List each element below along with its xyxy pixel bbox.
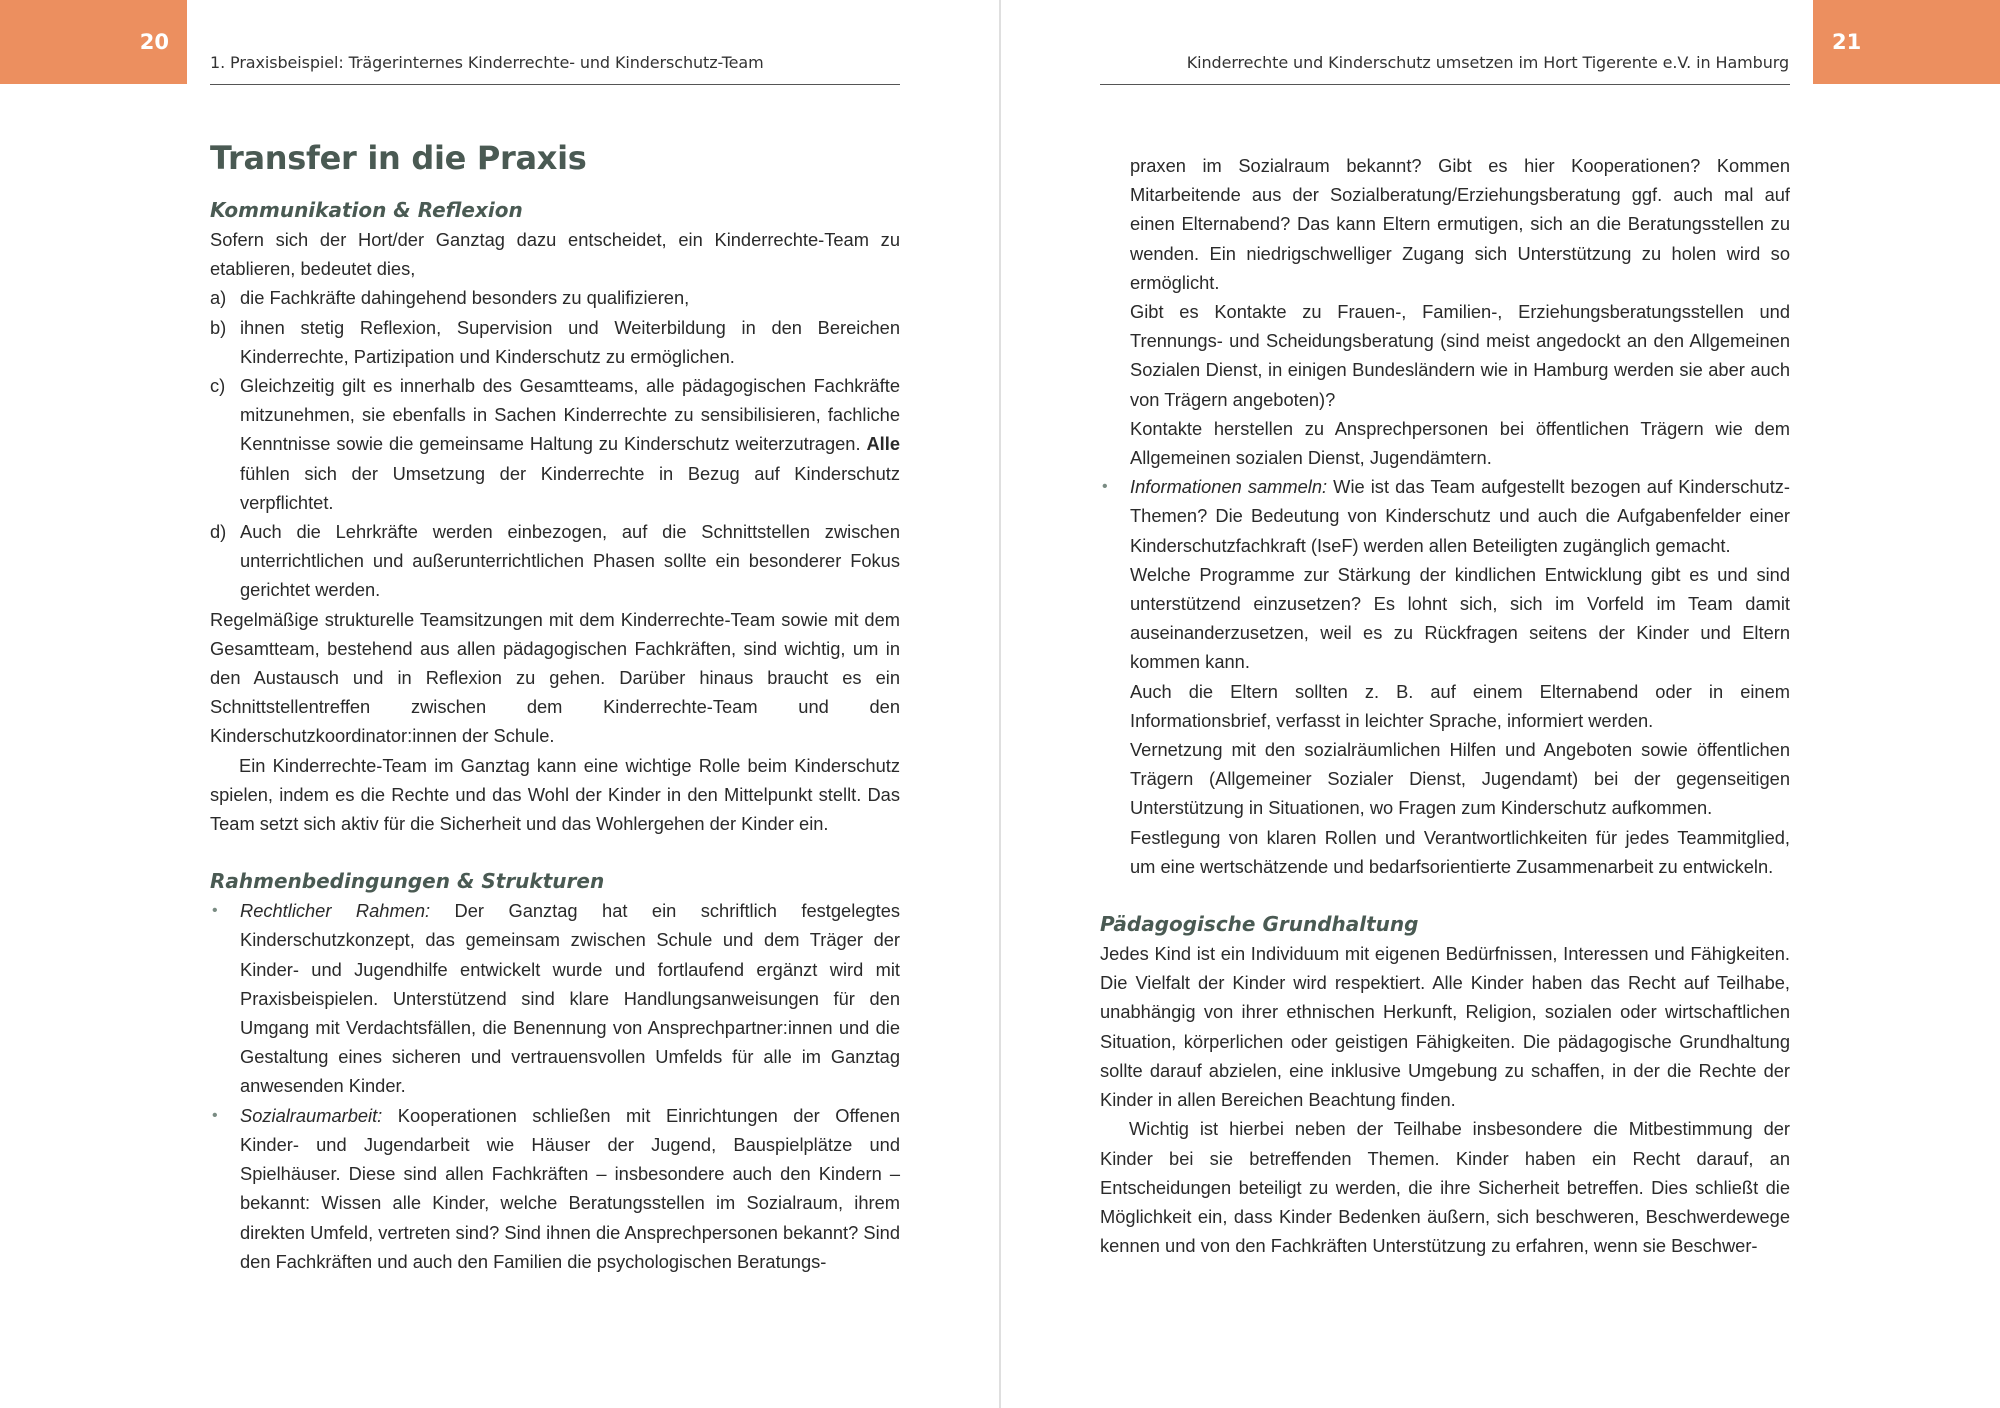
list-marker: a) bbox=[210, 287, 227, 309]
paragraph: Auch die Eltern sollten z. B. auf einem Elternabend oder in einem Informationsbrief, verfasst in leichter Sprache, informiert werden. bbox=[1130, 680, 1790, 731]
page-number: 21 bbox=[1832, 30, 1862, 54]
running-head: Kinderrechte und Kinderschutz umsetzen im Hort Tigerente e.V. in Hamburg bbox=[1186, 53, 1789, 72]
bullet-icon: • bbox=[212, 902, 218, 920]
bullet-label: Sozialraumarbeit: bbox=[240, 1104, 383, 1126]
list-item-text-part: Gleichzeitig gilt es innerhalb des Gesamtteams, alle pädagogischen Fachkräfte mitzunehmen, sie ebenfalls in Sachen Kinderrechte zu sensibilisieren, fachliche Kenntnisse sowie die gemeinsame Haltung zu Kinderschutz weiterzutragen. bbox=[240, 375, 900, 455]
list-item-text-part: fühlen sich der Umsetzung der Kinderrechte in Bezug auf Kinderschutz verpflichtet. bbox=[240, 462, 900, 513]
page-number: 20 bbox=[139, 30, 169, 54]
list-item bbox=[210, 517, 900, 605]
paragraph: Kontakte herstellen zu Ansprechpersonen bei öffentlichen Trägern wie dem Allgemeinen sozialen Dienst, Jugendämtern. bbox=[1130, 417, 1790, 469]
paragraph: Welche Programme zur Stärkung der kindlichen Entwicklung gibt es und sind unterstützend einzusetzen? Es lohnt sich, sich im Vorfeld im Team damit auseinanderzusetzen, weil es zu Rückfragen seitens der Kinder und Eltern kommen kann. bbox=[1130, 563, 1790, 673]
right-column bbox=[1100, 151, 1790, 1260]
bullet-item bbox=[210, 896, 900, 1100]
bullet-item bbox=[1100, 472, 1790, 881]
bullet-body: Der Ganztag hat ein schriftlich festgelegtes Kinderschutzkonzept, das gemeinsam zwischen Schule und dem Träger der Kinder- und Jugendhilfe entwickelt wurde und fortlaufend ergänzt wird mit Praxisbeispielen. Unterstützend sind klare Handlungsanweisungen für den Umgang mit Verdachtsfällen, die Benennung von Ansprechpartner:innen und die Gestaltung eines sicheren und vertrauensvollen Umfelds für alle im Ganztag anwesenden Kinder. bbox=[240, 900, 901, 1097]
bullet-text bbox=[1130, 472, 1790, 560]
list-item-text bbox=[240, 371, 900, 517]
header-rule bbox=[210, 84, 900, 85]
paragraph: Festlegung von klaren Rollen und Verantwortlichkeiten für jedes Teammitglied, um eine wertschätzende und bedarfsorientierte Zusammenarbeit zu entwickeln. bbox=[1130, 826, 1790, 877]
paragraph: Gibt es Kontakte zu Frauen-, Familien-, Erziehungsberatungsstellen und Trennungs- und Scheidungsberatung (sind meist angedockt an den Allgemeinen Sozialen Dienst, in einigen Bundesländern wie in Hamburg werden sie aber auch von Trägern angeboten)? bbox=[1130, 301, 1790, 410]
page-number-tab bbox=[1813, 0, 2000, 84]
paragraph: Sofern sich der Hort/der Ganztag dazu entscheidet, ein Kinderrechte-Team zu etablieren, bedeutet dies, bbox=[210, 229, 900, 280]
bullet-icon: • bbox=[1102, 478, 1108, 496]
paragraph: Jedes Kind ist ein Individuum mit eigenen Bedürfnissen, Interessen und Fähigkeiten. Die Vielfalt der Kinder wird respektiert. Alle Kinder haben das Recht auf Teilhabe, unabhängig von ihrer ethnischen Herkunft, Religion, sozialen oder wirtschaftlichen Situation, körperlichen oder geistigen Fähigkeiten. Die pädagogische Grundhaltung sollte darauf abzielen, eine inklusive Umgebung zu schaffen, in der die Rechte der Kinder in allen Bereichen Beachtung finden. bbox=[1100, 943, 1790, 1111]
list-item-text: die Fachkräfte dahingehend besonders zu qualifizieren, bbox=[240, 287, 690, 309]
page-title: Transfer in die Praxis bbox=[210, 139, 587, 177]
emphasis-bold: Alle bbox=[866, 433, 900, 455]
bullet-text bbox=[240, 1101, 900, 1276]
spacer bbox=[210, 838, 900, 866]
right-page bbox=[1000, 0, 2000, 1408]
header-rule bbox=[1100, 84, 1790, 85]
paragraph: Regelmäßige strukturelle Teamsitzungen mit dem Kinderrechte-Team sowie mit dem Gesamtteam, bestehend aus allen pädagogischen Fachkräften, sind wichtig, um in den Austausch und in Reflexion zu gehen. Darüber hinaus braucht es ein Schnittstellentreffen zwischen dem Kinderrechte-Team und den Kinderschutzkoordinator:innen der Schule. bbox=[210, 608, 900, 747]
section-heading: Kommunikation & Reflexion bbox=[210, 198, 523, 222]
bullet-item bbox=[210, 1101, 900, 1276]
page-number-tab bbox=[0, 0, 187, 84]
paragraph: Vernetzung mit den sozialräumlichen Hilfen und Angeboten sowie öffentlichen Trägern (Allgemeiner Sozialer Dienst, Jugendamt) bei der gegenseitigen Unterstützung in Situationen, wo Fragen zum Kinderschutz aufkommen. bbox=[1130, 739, 1790, 819]
bullet-text bbox=[240, 896, 900, 1100]
list-item bbox=[210, 371, 900, 517]
paragraph: Wichtig ist hierbei neben der Teilhabe insbesondere die Mitbestimmung der Kinder bei sie betreffenden Themen. Kinder haben ein Recht darauf, an Entscheidungen beteiligt zu werden, die ihre Sicherheit betreffen. Dies schließt die Möglichkeit ein, dass Kinder Bedenken äußern, sich beschweren, Beschwerdewege kennen und von den Fachkräften Unterstützung zu erfahren, wenn sie Beschwer- bbox=[1100, 1118, 1790, 1257]
list-marker: d) bbox=[210, 521, 227, 543]
list-item-text: Auch die Lehrkräfte werden einbezogen, auf die Schnittstellen zwischen unterrichtlichen und außerunterrichtlichen Phasen sollte ein besonderer Fokus gerichtet werden. bbox=[240, 521, 900, 601]
bullet-body: Kooperationen schließen mit Einrichtungen der Offenen Kinder- und Jugendarbeit wie Häuser der Jugend, Bauspielplätze und Spielhäuser. Diese sind allen Fachkräften – insbesondere auch den Kindern – bekannt: Wissen alle Kinder, welche Beratungsstellen im Sozialraum, ihrem direkten Umfeld, vertreten sind? Sind ihnen die Ansprechpersonen bekannt? Sind den Fachkräften und auch den Familien die psychologischen Beratungs- bbox=[240, 1104, 900, 1272]
paragraph: Ein Kinderrechte-Team im Ganztag kann eine wichtige Rolle beim Kinderschutz spielen, indem es die Rechte und das Wohl der Kinder in den Mittelpunkt stellt. Das Team setzt sich aktiv für die Sicherheit und das Wohlergehen der Kinder ein. bbox=[210, 754, 900, 835]
list-item bbox=[210, 313, 900, 371]
bullet-body: Wie ist das Team aufgestellt bezogen auf Kinderschutz-Themen? Die Bedeutung von Kinderschutz und auch die Aufgabenfelder einer Kinderschutzfachkraft (IseF) werden allen Beteiligten zugänglich gemacht. bbox=[1130, 476, 1791, 556]
spacer bbox=[1100, 881, 1790, 909]
bullet-label: Informationen sammeln: bbox=[1130, 476, 1328, 498]
continued-bullet-body bbox=[1100, 151, 1790, 472]
list-marker: b) bbox=[210, 316, 227, 338]
list-marker: c) bbox=[210, 375, 226, 397]
paragraph: praxen im Sozialraum bekannt? Gibt es hier Kooperationen? Kommen Mitarbeitende aus der Sozialberatung/Erziehungsberatung ggf. auch mal auf einen Elternabend? Das kann Eltern ermutigen, sich an die Beratungsstellen zu wenden. Ein niedrigschwelliger Zugang sich Unterstützung zu holen wird so ermöglicht. bbox=[1130, 155, 1790, 293]
running-head: 1. Praxisbeispiel: Trägerinternes Kinderrechte- und Kinderschutz-Team bbox=[210, 53, 764, 72]
left-column bbox=[210, 138, 900, 1276]
section-heading: Rahmenbedingungen & Strukturen bbox=[210, 869, 605, 894]
bullet-label: Rechtlicher Rahmen: bbox=[240, 900, 431, 922]
list-item bbox=[210, 283, 900, 312]
bullet-icon: • bbox=[212, 1106, 218, 1124]
list-item-text: ihnen stetig Reflexion, Supervision und Weiterbildung in den Bereichen Kinderrechte, Partizipation und Kinderschutz zu ermöglichen. bbox=[240, 316, 900, 367]
section-heading: Pädagogische Grundhaltung bbox=[1100, 912, 1419, 937]
